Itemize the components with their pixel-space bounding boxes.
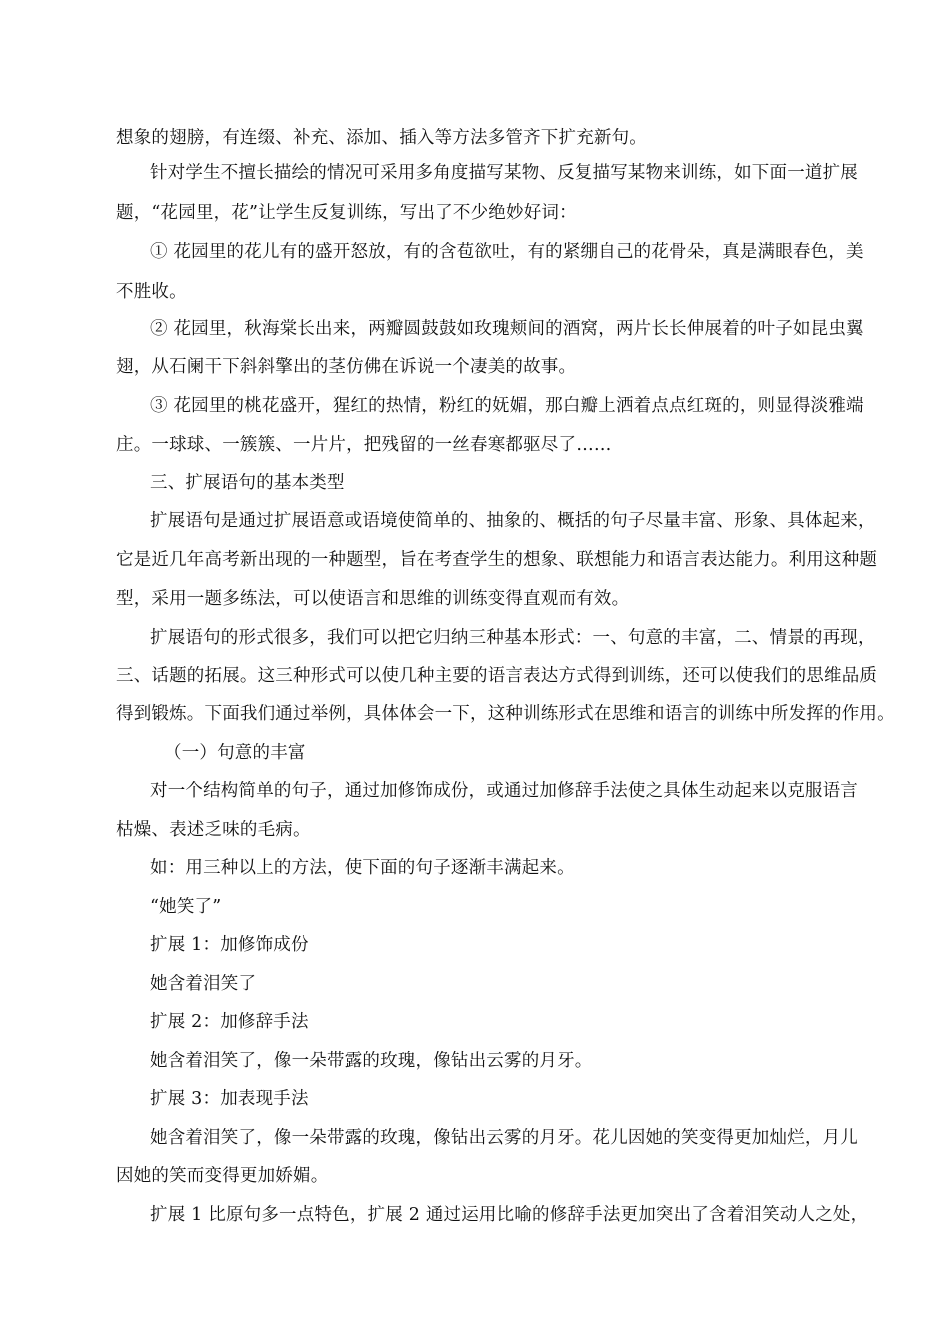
text-line: 她含着泪笑了，像一朵带露的玫瑰，像钻出云雾的月牙。: [150, 1051, 593, 1071]
text-line: 因她的笑而变得更加娇媚。: [116, 1166, 329, 1186]
text-line: ③ 花园里的桃花盛开，猩红的热情，粉红的妩媚，那白瓣上洒着点点红斑的，则显得淡雅端: [150, 396, 864, 416]
text-line: ② 花园里，秋海棠长出来，两瓣圆鼓鼓如玫瑰颊间的酒窝，两片长长伸展着的叶子如昆虫翼: [150, 319, 864, 339]
text-line: 扩展 3：加表现手法: [150, 1089, 309, 1109]
text-line: 型，采用一题多练法，可以使语言和思维的训练变得直观而有效。: [116, 589, 630, 609]
text-line: 不胜收。: [116, 282, 187, 302]
text-line: “她笑了”: [150, 897, 222, 917]
text-line: 庄。一球球、一簇簇、一片片，把残留的一丝春寒都驱尽了……: [116, 435, 612, 455]
text-line: 扩展 1：加修饰成份: [150, 935, 309, 955]
text-line: 它是近几年高考新出现的一种题型，旨在考查学生的想象、联想能力和语言表达能力。利用这种题: [116, 550, 878, 570]
text-line: ① 花园里的花儿有的盛开怒放，有的含苞欲吐，有的紧绷自己的花骨朵，真是满眼春色，美: [150, 242, 864, 262]
text-line: 如：用三种以上的方法，使下面的句子逐渐丰满起来。: [150, 858, 575, 878]
text-line: 扩展语句是通过扩展语意或语境使简单的、抽象的、概括的句子尽量丰富、形象、具体起来，: [150, 511, 876, 531]
text-line: 题，“花园里，花”让学生反复训练，写出了不少绝妙好词：: [116, 203, 577, 223]
text-line: 得到锻炼。下面我们通过举例，具体体会一下，这种训练形式在思维和语言的训练中所发挥的作用。: [116, 704, 895, 724]
text-line: 她含着泪笑了: [150, 974, 257, 994]
text-line: 三、话题的拓展。这三种形式可以使几种主要的语言表达方式得到训练，还可以使我们的思维品质: [116, 666, 878, 686]
text-line: 想象的翅膀，有连缀、补充、添加、插入等方法多管齐下扩充新句。: [116, 128, 647, 148]
text-line: 翅，从石阑干下斜斜擎出的茎仿佛在诉说一个凄美的故事。: [116, 357, 577, 377]
text-line: 对一个结构简单的句子，通过加修饰成份，或通过加修辞手法使之具体生动起来以克服语言: [150, 781, 858, 801]
text-line: 针对学生不擅长描绘的情况可采用多角度描写某物、反复描写某物来训练，如下面一道扩展: [150, 163, 858, 183]
subsection-heading: （一）句意的丰富: [164, 743, 306, 763]
text-line: 枯燥、表述乏味的毛病。: [116, 820, 311, 840]
text-line: 扩展 1 比原句多一点特色，扩展 2 通过运用比喻的修辞手法更加突出了含着泪笑动人之处，: [150, 1205, 869, 1225]
section-heading: 三、扩展语句的基本类型: [150, 473, 345, 493]
text-line: 扩展语句的形式很多，我们可以把它归纳三种基本形式：一、句意的丰富，二、情景的再现，: [150, 628, 876, 648]
text-line: 她含着泪笑了，像一朵带露的玫瑰，像钻出云雾的月牙。花儿因她的笑变得更加灿烂，月儿: [150, 1128, 858, 1148]
text-line: 扩展 2：加修辞手法: [150, 1012, 309, 1032]
